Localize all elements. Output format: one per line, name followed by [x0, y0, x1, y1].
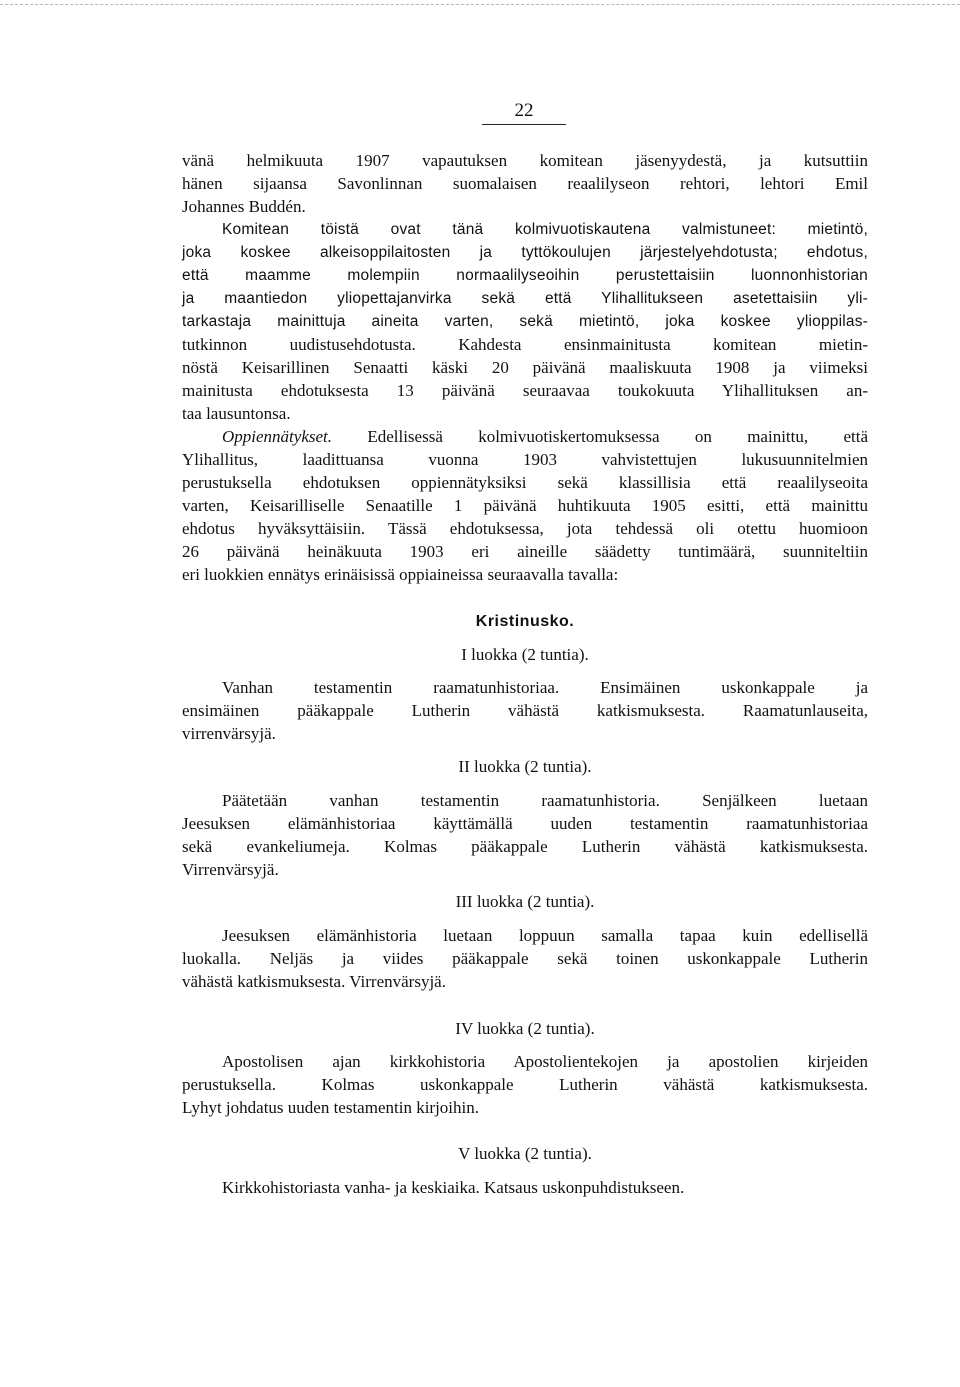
text-line: että maamme molempiin normaalilyseoihin perustettaisiin luonnonhistorian [182, 267, 868, 284]
text-line: nöstä Keisarillinen Senaatti käski 20 päivänä maaliskuuta 1908 ja viimeksi [182, 358, 868, 377]
text-line: varten, Keisarilliselle Senaatille 1 päivänä huhtikuuta 1905 esitti, että mainittu [182, 496, 868, 515]
text-line: Jeesuksen elämänhistoriaa käyttämällä uuden testamentin raamatunhistoriaa [182, 814, 868, 833]
class-paragraph [182, 1176, 868, 1199]
text-fragment: Edellisessä kolmivuotiskertomuksessa on mainittu, että [332, 427, 868, 446]
text-line: perustuksella ehdotuksen oppiennätyksiksi sekä klassillisia että reaalilyseoita [182, 473, 868, 492]
page-number: 22 [482, 100, 566, 125]
text-line: ja maantiedon yliopettajanvirka sekä että Ylihallitukseen asetettaisiin yli- [182, 290, 868, 307]
text-line: Ylihallitus, laadittuansa vuonna 1903 vahvistettujen lukusuunnitelmien [182, 450, 868, 469]
text-line: virrenvärsyjä. [182, 724, 276, 743]
text-line: tutkinnon uudistusehdotusta. Kahdesta ensinmainitusta komitean mietin- [182, 335, 868, 354]
text-line: Vanhan testamentin raamatunhistoriaa. Ensimäinen uskonkappale ja [222, 678, 868, 697]
committee-paragraph [182, 218, 868, 425]
text-line: tarkastaja mainittuja aineita varten, sekä mietintö, joka koskee ylioppilas- [182, 313, 868, 330]
text-line: luokalla. Neljäs ja viides pääkappale sekä toinen uskonkappale Lutherin [182, 949, 868, 968]
text-line: Päätetään vanhan testamentin raamatunhistoria. Senjälkeen luetaan [222, 791, 868, 810]
curriculum-paragraph [182, 425, 868, 586]
section-title: Kristinusko. [475, 613, 575, 630]
text-line: Komitean töistä ovat tänä kolmivuotiskautena valmistuneet: mietintö, [222, 221, 868, 238]
class-paragraph [182, 676, 868, 745]
text-line: taa lausuntonsa. [182, 404, 291, 423]
text-line: Kirkkohistoriasta vanha- ja keskiaika. Katsaus uskonpuhdistukseen. [222, 1178, 685, 1197]
text-line: eri luokkien ennätys erinäisissä oppiaineissa seuraavalla tavalla: [182, 565, 619, 584]
text-line: perustuksella. Kolmas uskonkappale Lutherin vähästä katkismuksesta. [182, 1075, 868, 1094]
text-line: sekä evankeliumeja. Kolmas pääkappale Lutherin vähästä katkismuksesta. [182, 837, 868, 856]
text-line: mainitusta ehdotuksesta 13 päivänä seuraavaa toukokuuta Ylihallituksen an- [182, 381, 868, 400]
class-heading: III luokka (2 tuntia). [455, 892, 595, 911]
text-line: vähästä katkismuksesta. Virrenvärsyjä. [182, 972, 446, 991]
text-line: Lyhyt johdatus uuden testamentin kirjoihin. [182, 1098, 479, 1117]
class-heading: I luokka (2 tuntia). [461, 645, 589, 664]
class-heading: II luokka (2 tuntia). [458, 757, 592, 776]
class-heading: V luokka (2 tuntia). [458, 1144, 592, 1163]
class-heading: IV luokka (2 tuntia). [455, 1019, 595, 1038]
text-line: 26 päivänä heinäkuuta 1903 eri aineille säädetty tuntimäärä, suunniteltiin [182, 542, 868, 561]
text-line: Jeesuksen elämänhistoria luetaan loppuun samalla tapaa kuin edellisellä [222, 926, 868, 945]
text-line: vänä helmikuuta 1907 vapautuksen komitean jäsenyydestä, ja kutsuttiin [182, 151, 868, 170]
text-line: Johannes Buddén. [182, 197, 306, 216]
intro-paragraph [182, 149, 868, 218]
text-line [182, 425, 868, 448]
class-paragraph [182, 924, 868, 993]
class-paragraph [182, 789, 868, 881]
text-line: ensimäinen pääkappale Lutherin vähästä katkismuksesta. Raamatunlauseita, [182, 701, 868, 720]
scan-top-rule [0, 4, 960, 5]
text-line: Apostolisen ajan kirkkohistoria Apostolientekojen ja apostolien kirjeiden [222, 1052, 868, 1071]
text-line: joka koskee alkeisoppilaitosten ja tyttökoulujen järjestelyehdotusta; ehdotus, [182, 244, 868, 261]
text-line: Virrenvärsyjä. [182, 860, 279, 879]
class-paragraph [182, 1050, 868, 1119]
text-line: hänen sijaansa Savonlinnan suomalaisen reaalilyseon rehtori, lehtori Emil [182, 174, 868, 193]
text-line: ehdotus hyväksyttäisiin. Tässä ehdotuksessa, jota tehdessä oli otettu huomioon [182, 519, 868, 538]
curriculum-title: Oppiennätykset. [222, 427, 332, 446]
